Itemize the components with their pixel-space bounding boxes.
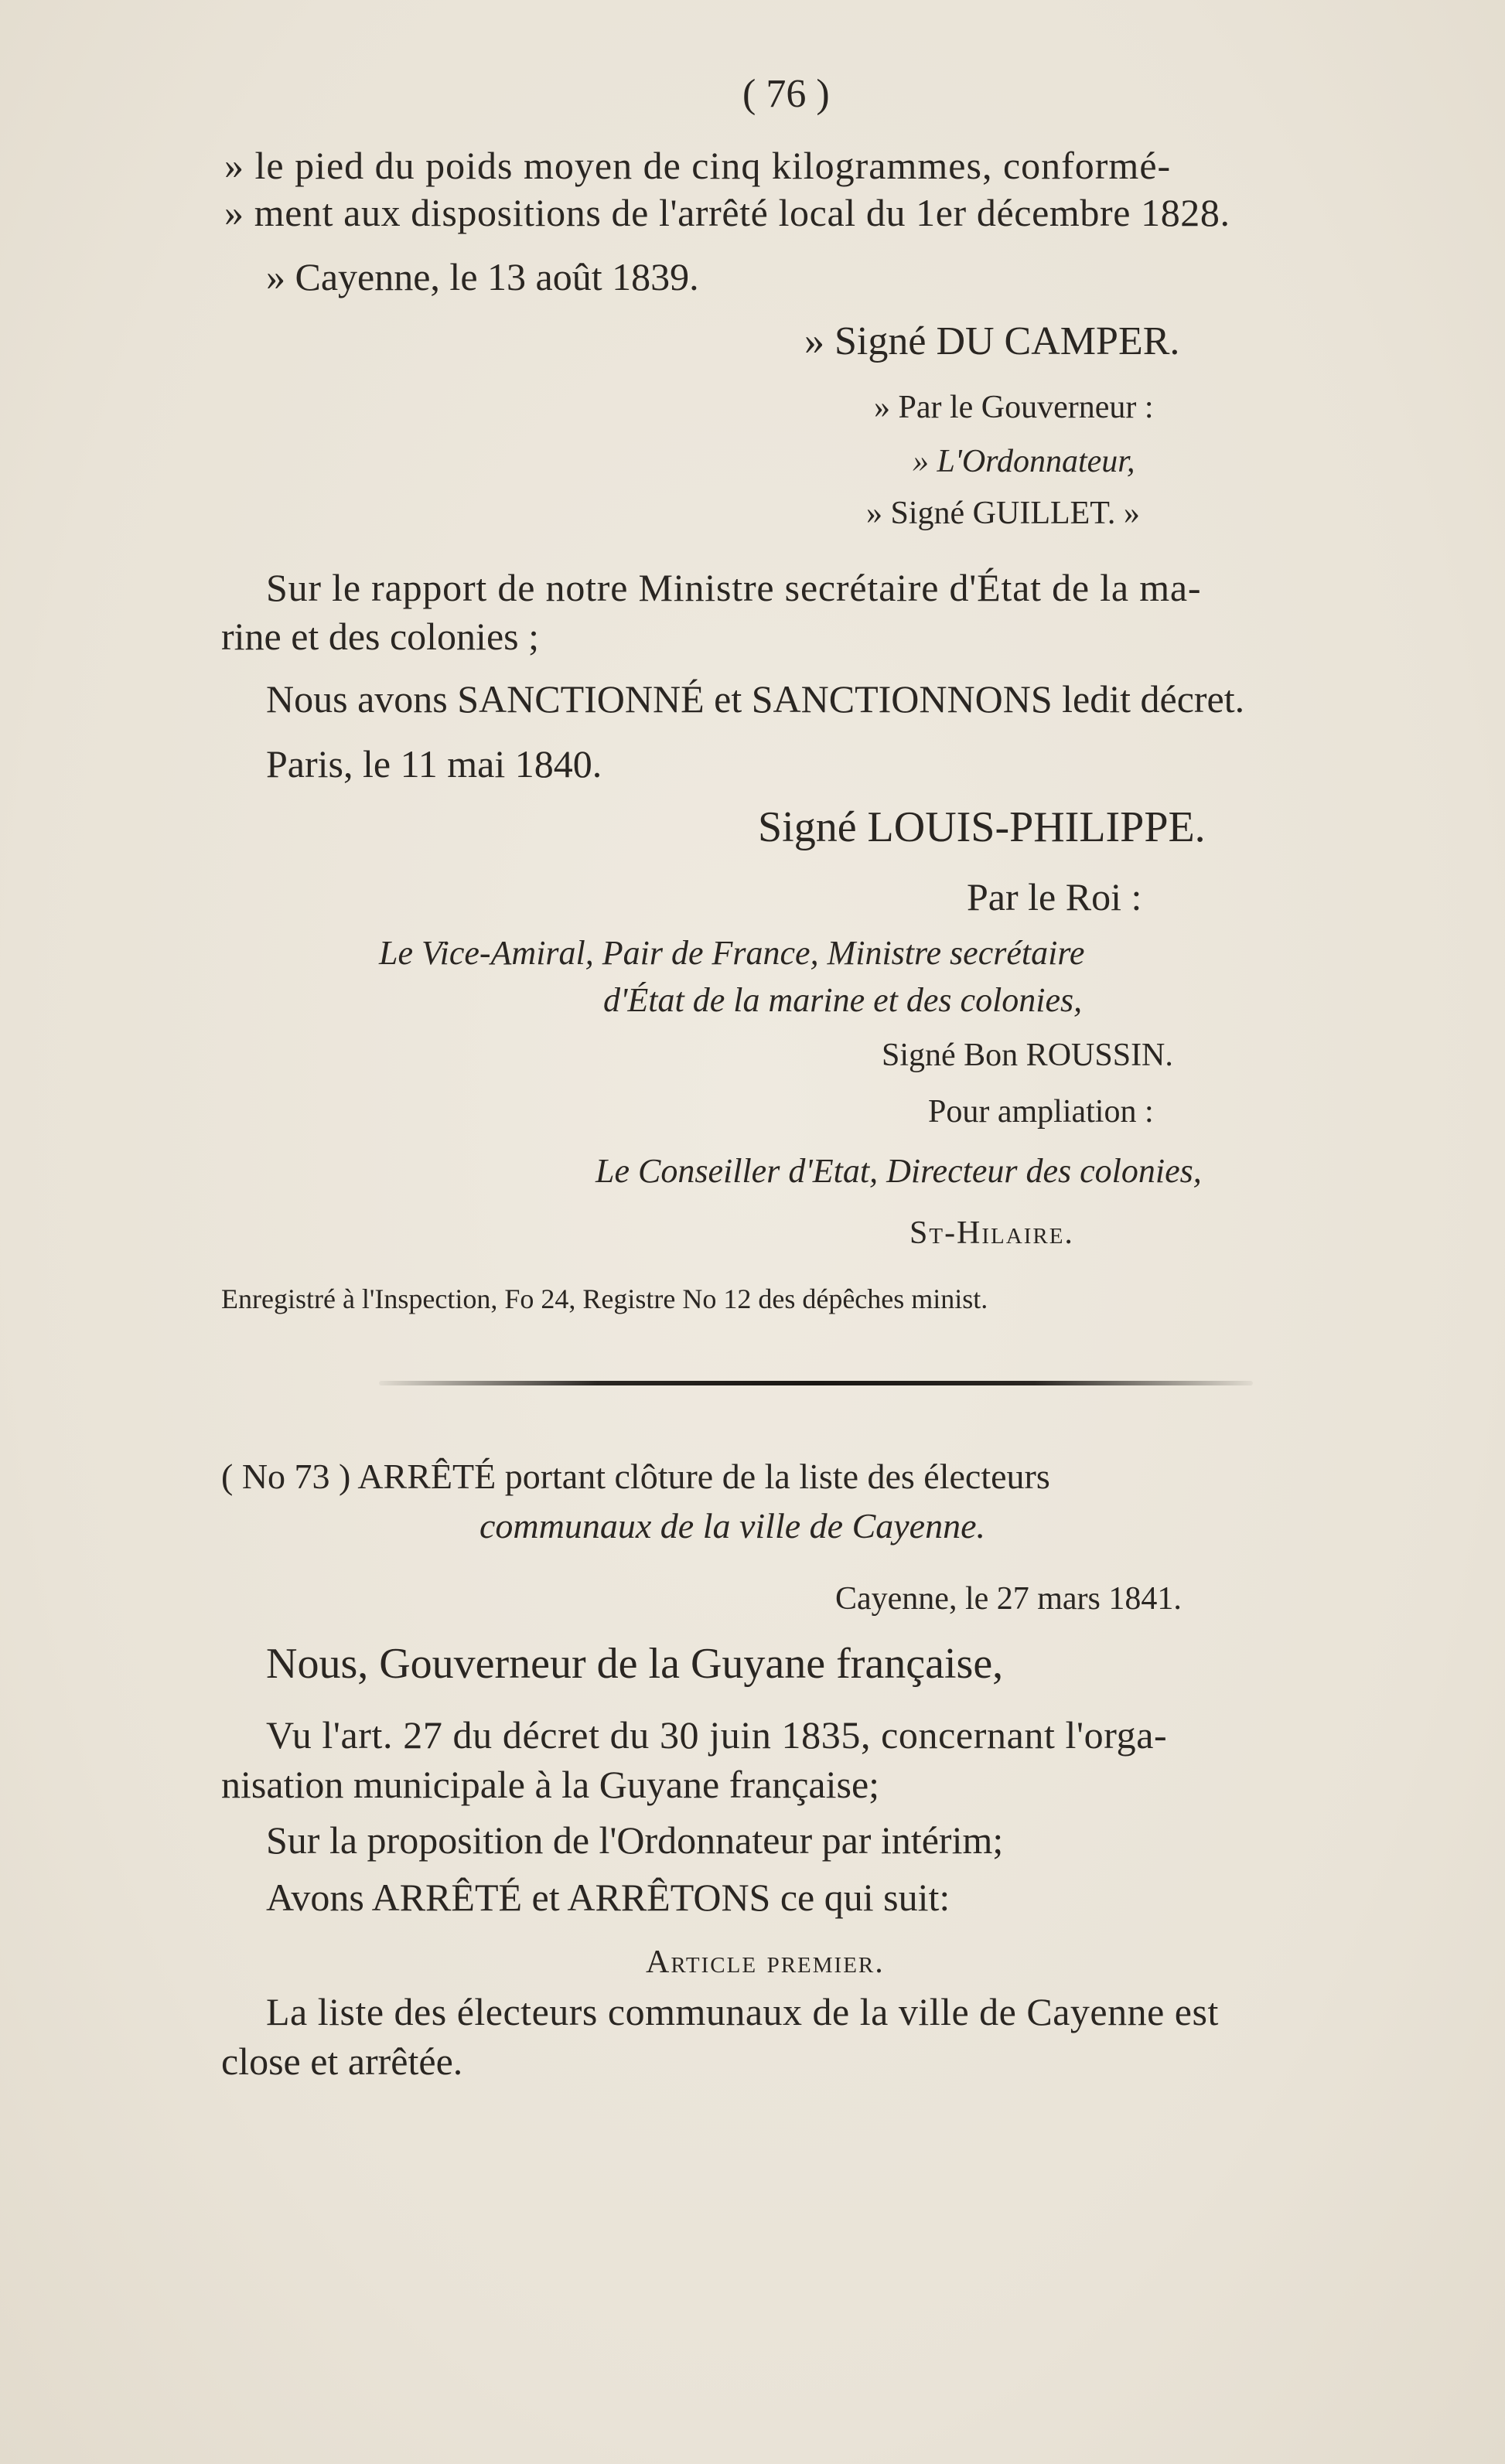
text-line: d'État de la marine et des colonies, xyxy=(603,981,1083,1019)
signature-line: St-Hilaire. xyxy=(909,1215,1074,1251)
text-line: Paris, le 11 mai 1840. xyxy=(266,742,602,786)
signature-line: Signé LOUIS-PHILIPPE. xyxy=(758,803,1206,851)
text-line: » Par le Gouverneur : xyxy=(874,390,1154,425)
text-line: » ment aux dispositions de l'arrêté local du 1er décembre 1828. xyxy=(224,191,1230,234)
text-line: nisation municipale à la Guyane française; xyxy=(221,1763,880,1806)
text-line: Avons ARRÊTÉ et ARRÊTONS ce qui suit: xyxy=(266,1876,950,1919)
text-line: Sur le rapport de notre Ministre secrétaire d'État de la ma- xyxy=(266,566,1202,609)
signature-line: » Signé GUILLET. » xyxy=(866,496,1140,531)
page-number: ( 76 ) xyxy=(742,72,830,116)
decree-heading: ( No 73 ) ARRÊTÉ portant clôture de la liste des électeurs xyxy=(221,1457,1050,1496)
text-line: Nous avons SANCTIONNÉ et SANCTIONNONS ledit décret. xyxy=(266,677,1245,721)
text-line: close et arrêtée. xyxy=(221,2040,463,2083)
text-line: Pour ampliation : xyxy=(928,1094,1154,1130)
text-line: Par le Roi : xyxy=(967,875,1142,918)
text-line: Cayenne, le 27 mars 1841. xyxy=(835,1581,1182,1617)
decree-heading: communaux de la ville de Cayenne. xyxy=(479,1506,985,1546)
signature-line: » Signé DU CAMPER. xyxy=(804,319,1180,363)
text-line: » Cayenne, le 13 août 1839. xyxy=(266,255,699,298)
text-line: Le Conseiller d'Etat, Directeur des colonies, xyxy=(596,1152,1202,1190)
text-line: » le pied du poids moyen de cinq kilogrammes, conformé- xyxy=(224,144,1172,187)
signature-line: Signé Bon ROUSSIN. xyxy=(882,1038,1173,1073)
text-line: Vu l'art. 27 du décret du 30 juin 1835, concernant l'orga- xyxy=(266,1713,1168,1757)
text-line: rine et des colonies ; xyxy=(221,615,539,658)
text-line: Nous, Gouverneur de la Guyane française, xyxy=(266,1640,1004,1688)
section-divider xyxy=(379,1381,1253,1385)
text-line: Sur la proposition de l'Ordonnateur par intérim; xyxy=(266,1818,1004,1862)
text-line: Le Vice-Amiral, Pair de France, Ministre secrétaire xyxy=(379,934,1085,972)
text-line: » L'Ordonnateur, xyxy=(913,444,1135,479)
registration-note: Enregistré à l'Inspection, Fo 24, Registre No 12 des dépêches minist. xyxy=(221,1283,988,1314)
article-heading: Article premier. xyxy=(646,1944,885,1980)
text-line: La liste des électeurs communaux de la ville de Cayenne est xyxy=(266,1990,1219,2033)
